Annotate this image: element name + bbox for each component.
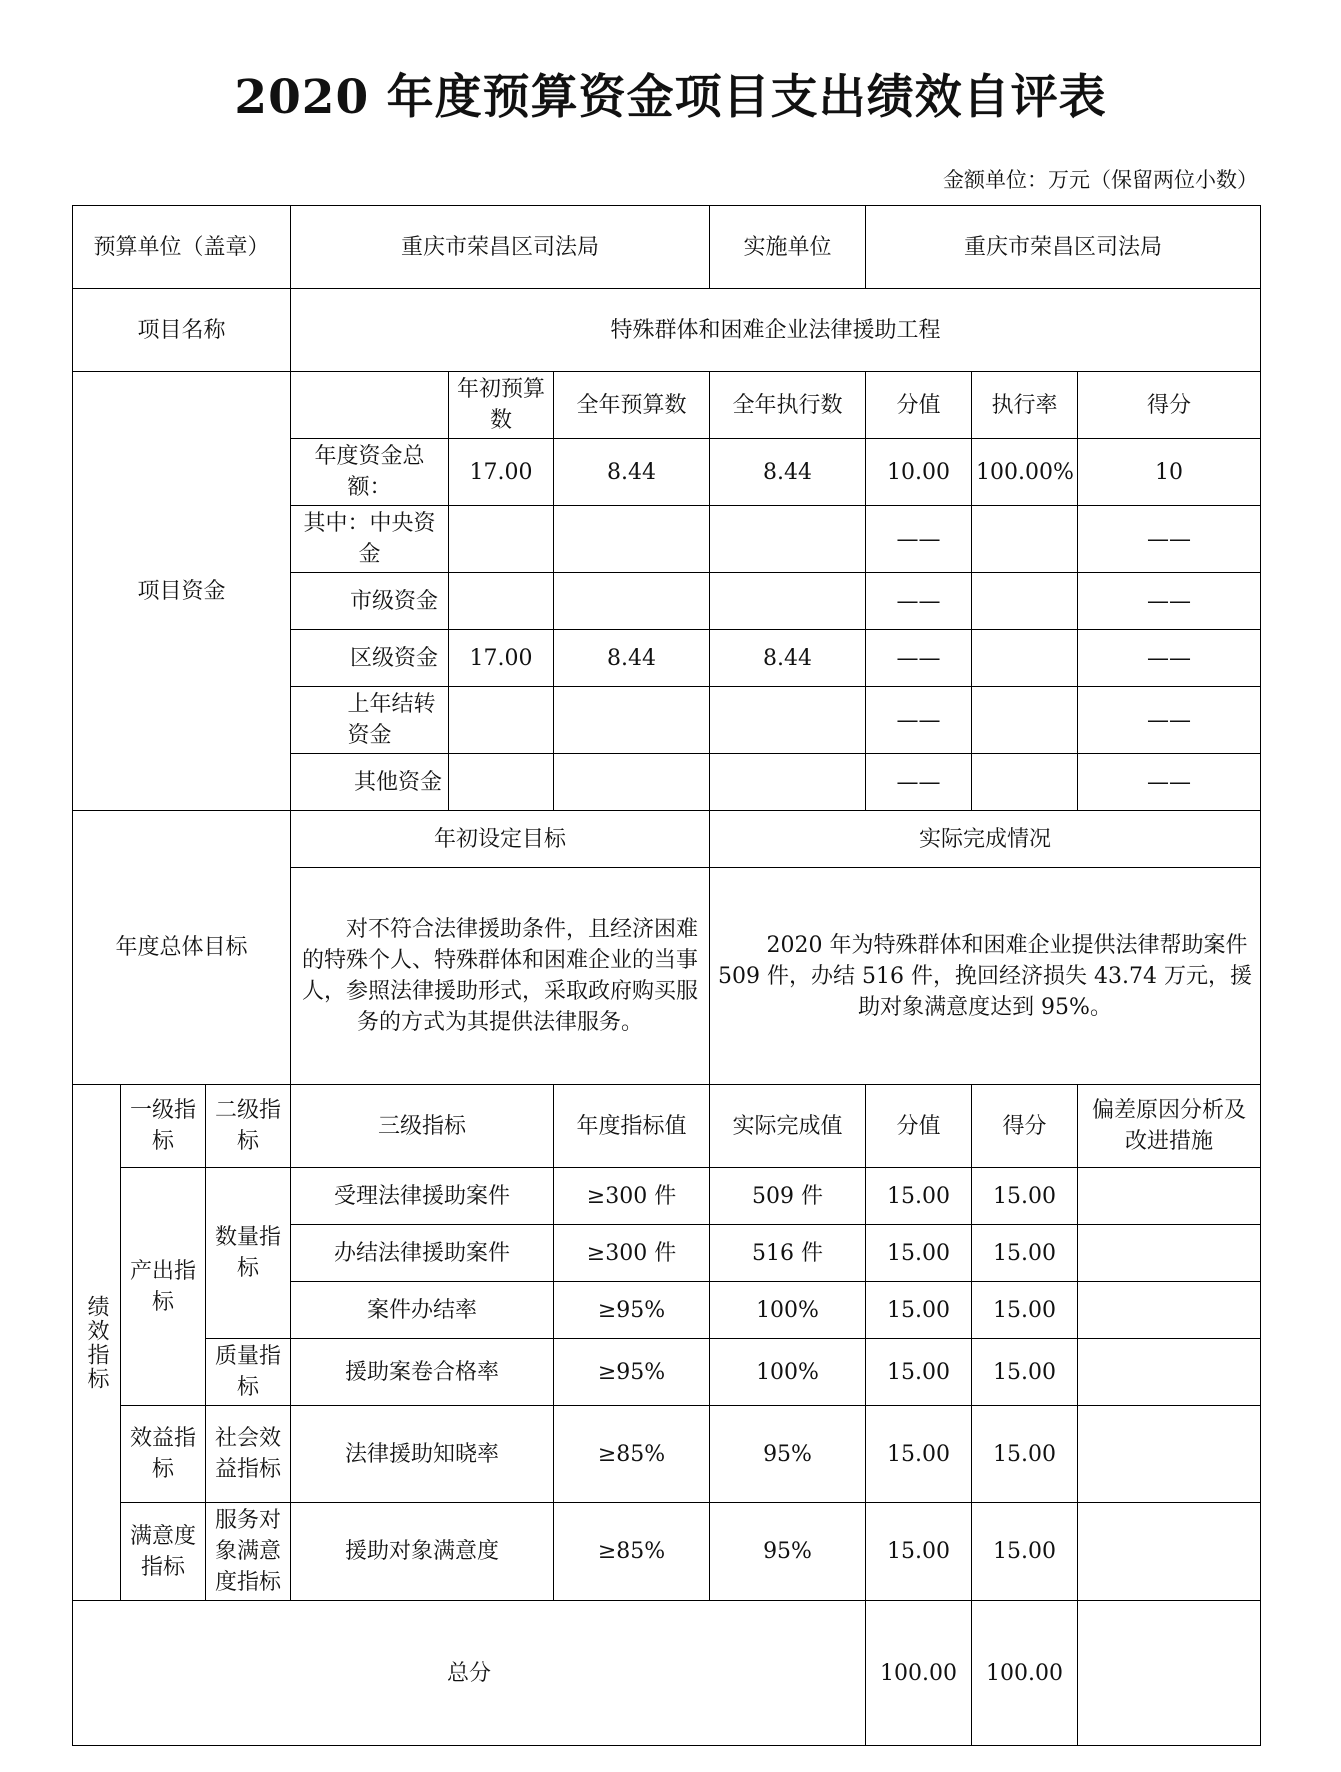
funds-row-rate	[972, 754, 1078, 811]
funds-corner-cell	[291, 372, 449, 439]
impl-unit-value: 重庆市荣昌区司法局	[866, 206, 1261, 289]
impl-unit-label: 实施单位	[710, 206, 866, 289]
total-deviation	[1078, 1601, 1261, 1746]
total-row	[73, 1601, 1261, 1746]
indicator-score: 15.00	[972, 1339, 1078, 1406]
indicator-deviation	[1078, 1225, 1261, 1282]
funds-header-row	[73, 372, 1261, 439]
funds-row-score: ——	[1078, 754, 1261, 811]
indicator-actual: 100%	[710, 1282, 866, 1339]
unit-note: 金额单位：万元（保留两位小数）	[943, 168, 1258, 192]
funds-row-initial	[449, 506, 554, 573]
funds-col-initial: 年初预算数	[449, 372, 554, 439]
indicator-level2-service: 服务对象满意度指标	[206, 1503, 291, 1601]
goals-actual-label: 实际完成情况	[710, 811, 1261, 868]
indicator-deviation	[1078, 1168, 1261, 1225]
funds-row-annual	[554, 754, 710, 811]
indicator-score-value: 15.00	[866, 1168, 972, 1225]
indicators-col-target: 年度指标值	[554, 1085, 710, 1168]
indicators-col-score-value: 分值	[866, 1085, 972, 1168]
indicator-actual: 100%	[710, 1339, 866, 1406]
funds-row-rate	[972, 630, 1078, 687]
funds-row-annual: 8.44	[554, 630, 710, 687]
goals-section-label: 年度总体目标	[73, 811, 291, 1085]
indicators-col-level3: 三级指标	[291, 1085, 554, 1168]
funds-row-executed	[710, 754, 866, 811]
funds-row-label: 其他资金	[291, 754, 449, 811]
indicator-level1-benefit: 效益指标	[121, 1406, 206, 1503]
project-name-value: 特殊群体和困难企业法律援助工程	[291, 289, 1261, 372]
indicator-name: 援助对象满意度	[291, 1503, 554, 1601]
funds-row-score-value: ——	[866, 506, 972, 573]
indicator-deviation	[1078, 1282, 1261, 1339]
indicators-header-row	[73, 1085, 1261, 1168]
funds-row-score-value: ——	[866, 754, 972, 811]
indicators-section-label: 绩效指标	[73, 1085, 121, 1601]
budget-unit-row	[73, 206, 1261, 289]
indicator-score-value: 15.00	[866, 1339, 972, 1406]
indicator-row	[73, 1406, 1261, 1503]
funds-row-initial	[449, 573, 554, 630]
funds-row-score-value: 10.00	[866, 439, 972, 506]
indicator-row	[73, 1168, 1261, 1225]
funds-col-executed: 全年执行数	[710, 372, 866, 439]
funds-row-rate	[972, 573, 1078, 630]
funds-row-annual	[554, 506, 710, 573]
funds-row-score: 10	[1078, 439, 1261, 506]
funds-row-rate: 100.00%	[972, 439, 1078, 506]
budget-unit-value: 重庆市荣昌区司法局	[291, 206, 710, 289]
indicator-target: ≥85%	[554, 1503, 710, 1601]
indicator-deviation	[1078, 1406, 1261, 1503]
funds-row-annual	[554, 573, 710, 630]
indicator-deviation	[1078, 1503, 1261, 1601]
indicator-level2-quality: 质量指标	[206, 1339, 291, 1406]
funds-col-score-value: 分值	[866, 372, 972, 439]
indicator-actual: 95%	[710, 1406, 866, 1503]
indicator-score-value: 15.00	[866, 1503, 972, 1601]
indicator-row	[73, 1339, 1261, 1406]
funds-col-annual: 全年预算数	[554, 372, 710, 439]
funds-row-label: 区级资金	[291, 630, 449, 687]
indicator-score-value: 15.00	[866, 1282, 972, 1339]
total-label: 总分	[73, 1601, 866, 1746]
indicator-level1-output: 产出指标	[121, 1168, 206, 1406]
funds-row-initial	[449, 754, 554, 811]
indicator-deviation	[1078, 1339, 1261, 1406]
total-score-value: 100.00	[866, 1601, 972, 1746]
indicators-col-deviation: 偏差原因分析及改进措施	[1078, 1085, 1261, 1168]
funds-row-executed: 8.44	[710, 439, 866, 506]
funds-row-rate	[972, 506, 1078, 573]
indicator-target: ≥300 件	[554, 1168, 710, 1225]
indicator-actual: 509 件	[710, 1168, 866, 1225]
indicator-target: ≥95%	[554, 1339, 710, 1406]
indicator-level2-social: 社会效益指标	[206, 1406, 291, 1503]
indicator-level2-quantity: 数量指标	[206, 1168, 291, 1339]
funds-section-label: 项目资金	[73, 372, 291, 811]
indicators-col-actual: 实际完成值	[710, 1085, 866, 1168]
funds-row-executed	[710, 687, 866, 754]
funds-row-score: ——	[1078, 687, 1261, 754]
funds-row-annual	[554, 687, 710, 754]
indicator-score-value: 15.00	[866, 1225, 972, 1282]
indicator-level1-satisfaction: 满意度指标	[121, 1503, 206, 1601]
funds-row-initial	[449, 687, 554, 754]
indicator-score: 15.00	[972, 1225, 1078, 1282]
funds-row-executed	[710, 573, 866, 630]
project-name-label: 项目名称	[73, 289, 291, 372]
indicator-name: 受理法律援助案件	[291, 1168, 554, 1225]
indicator-score: 15.00	[972, 1282, 1078, 1339]
budget-unit-label: 预算单位（盖章）	[73, 206, 291, 289]
indicator-name: 援助案卷合格率	[291, 1339, 554, 1406]
funds-row-executed	[710, 506, 866, 573]
indicator-name: 法律援助知晓率	[291, 1406, 554, 1503]
funds-col-rate: 执行率	[972, 372, 1078, 439]
funds-row-label: 年度资金总额：	[291, 439, 449, 506]
funds-row-score: ——	[1078, 506, 1261, 573]
indicator-target: ≥85%	[554, 1406, 710, 1503]
indicators-col-level1: 一级指标	[121, 1085, 206, 1168]
indicator-score-value: 15.00	[866, 1406, 972, 1503]
funds-row-label: 其中：中央资金	[291, 506, 449, 573]
indicator-name: 办结法律援助案件	[291, 1225, 554, 1282]
indicator-name: 案件办结率	[291, 1282, 554, 1339]
funds-row-annual: 8.44	[554, 439, 710, 506]
project-name-row	[73, 289, 1261, 372]
indicators-col-level2: 二级指标	[206, 1085, 291, 1168]
goals-planned-label: 年初设定目标	[291, 811, 710, 868]
funds-row-label: 市级资金	[291, 573, 449, 630]
indicator-actual: 516 件	[710, 1225, 866, 1282]
goals-planned-text: 对不符合法律援助条件，且经济困难的特殊个人、特殊群体和困难企业的当事人，参照法律援助形式，采取政府购买服务的方式为其提供法律服务。	[291, 868, 710, 1085]
funds-row-score-value: ——	[866, 630, 972, 687]
funds-row-label: 上年结转资金	[291, 687, 449, 754]
funds-row-score: ——	[1078, 630, 1261, 687]
funds-row-score-value: ——	[866, 573, 972, 630]
funds-row-executed: 8.44	[710, 630, 866, 687]
funds-row-score-value: ——	[866, 687, 972, 754]
indicator-target: ≥95%	[554, 1282, 710, 1339]
funds-row-initial: 17.00	[449, 439, 554, 506]
indicator-score: 15.00	[972, 1503, 1078, 1601]
goals-header-row	[73, 811, 1261, 868]
funds-row-rate	[972, 687, 1078, 754]
funds-row-score: ——	[1078, 573, 1261, 630]
funds-col-score: 得分	[1078, 372, 1261, 439]
indicator-score: 15.00	[972, 1406, 1078, 1503]
indicator-row	[73, 1503, 1261, 1601]
total-score: 100.00	[972, 1601, 1078, 1746]
self-evaluation-table	[72, 205, 1261, 1746]
indicator-target: ≥300 件	[554, 1225, 710, 1282]
funds-row-initial: 17.00	[449, 630, 554, 687]
indicators-col-score: 得分	[972, 1085, 1078, 1168]
indicator-actual: 95%	[710, 1503, 866, 1601]
goals-actual-text: 2020 年为特殊群体和困难企业提供法律帮助案件 509 件，办结 516 件，挽回经济损失 43.74 万元，援助对象满意度达到 95%。	[710, 868, 1261, 1085]
page-title: 2020 年度预算资金项目支出绩效自评表	[234, 70, 1107, 125]
indicator-score: 15.00	[972, 1168, 1078, 1225]
